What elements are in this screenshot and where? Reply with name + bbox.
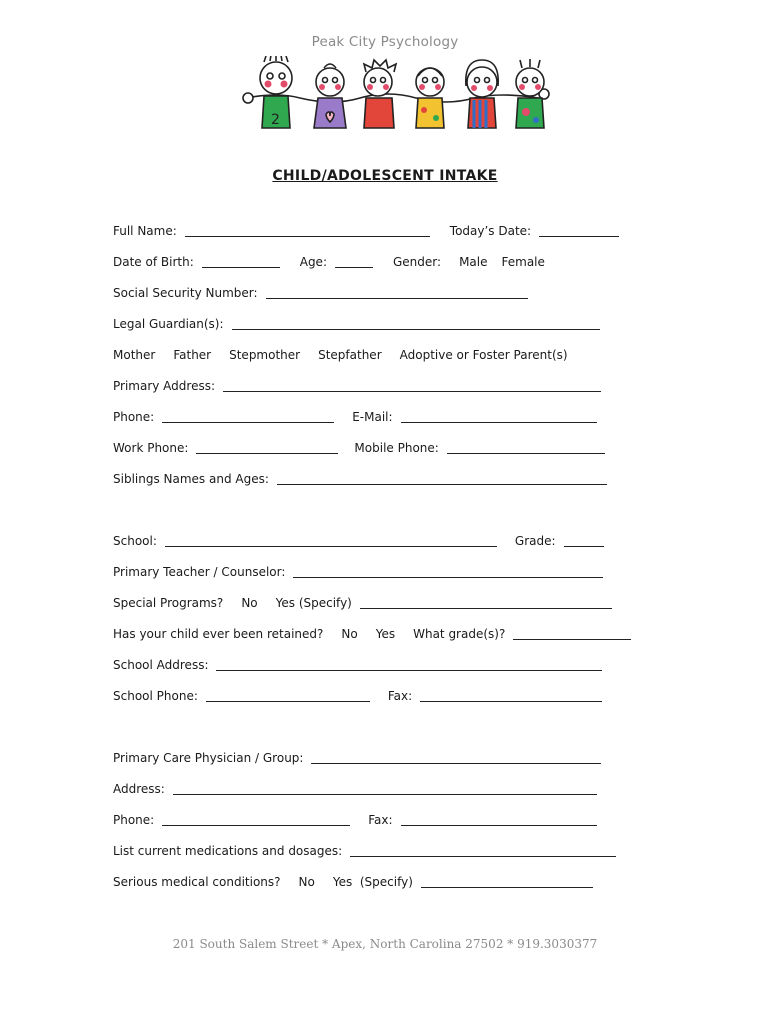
special-programs-row	[113, 592, 612, 610]
phone-label: Phone:	[113, 410, 155, 424]
age-field[interactable]	[335, 254, 373, 268]
email-label: E-Mail:	[352, 410, 393, 424]
grade-field[interactable]	[564, 533, 604, 547]
physician-address-field[interactable]	[173, 781, 597, 795]
full-name-field[interactable]	[185, 223, 430, 237]
school-phone-field[interactable]	[206, 688, 370, 702]
physician-fax-label: Fax:	[368, 813, 393, 827]
school-row	[113, 530, 604, 548]
physician-row	[113, 747, 601, 765]
physician-address-label: Address:	[113, 782, 165, 796]
school-label: School:	[113, 534, 157, 548]
school-phone-row	[113, 685, 602, 703]
legal-guardians-field[interactable]	[232, 316, 600, 330]
gender-label: Gender:	[393, 255, 442, 269]
age-label: Age:	[299, 255, 327, 269]
ssn-field[interactable]	[266, 285, 528, 299]
physician-label: Primary Care Physician / Group:	[113, 751, 304, 765]
guardian-options-row	[113, 344, 568, 362]
ssn-row	[113, 282, 528, 300]
teacher-row	[113, 561, 603, 579]
mobile-phone-label: Mobile Phone:	[354, 441, 439, 455]
todays-date-label: Today’s Date:	[449, 224, 532, 238]
conditions-field[interactable]	[421, 874, 593, 888]
primary-address-field[interactable]	[223, 378, 601, 392]
conditions-row	[113, 871, 593, 889]
dob-field[interactable]	[202, 254, 280, 268]
mobile-phone-field[interactable]	[447, 440, 605, 454]
teacher-field[interactable]	[293, 564, 603, 578]
medications-field[interactable]	[350, 843, 616, 857]
retained-label: Has your child ever been retained?	[113, 627, 324, 641]
physician-phone-field[interactable]	[162, 812, 350, 826]
gender-option-female[interactable]: Female	[501, 255, 545, 269]
primary-address-row	[113, 375, 601, 393]
school-address-field[interactable]	[216, 657, 602, 671]
special-programs-no[interactable]: No	[241, 596, 258, 610]
work-mobile-row	[113, 437, 605, 455]
dob-label: Date of Birth:	[113, 255, 194, 269]
guardian-option-adoptive-foster[interactable]: Adoptive or Foster Parent(s)	[399, 348, 568, 362]
gender-option-male[interactable]: Male	[459, 255, 488, 269]
physician-fax-field[interactable]	[401, 812, 597, 826]
guardian-option-father[interactable]: Father	[173, 348, 212, 362]
special-programs-field[interactable]	[360, 595, 612, 609]
school-phone-label: School Phone:	[113, 689, 198, 703]
legal-guardians-label: Legal Guardian(s):	[113, 317, 224, 331]
siblings-field[interactable]	[277, 471, 607, 485]
school-address-row	[113, 654, 602, 672]
full-name-label: Full Name:	[113, 224, 177, 238]
special-programs-yes[interactable]: Yes (Specify)	[275, 596, 352, 610]
physician-address-row	[113, 778, 597, 796]
legal-guardians-row	[113, 313, 600, 331]
primary-address-label: Primary Address:	[113, 379, 216, 393]
footer-address: 201 South Salem Street * Apex, North Carolina 27502 * 919.3030377	[172, 937, 598, 951]
school-field[interactable]	[165, 533, 497, 547]
siblings-label: Siblings Names and Ages:	[113, 472, 269, 486]
form-title: CHILD/ADOLESCENT INTAKE	[272, 168, 498, 184]
school-fax-field[interactable]	[420, 688, 602, 702]
email-field[interactable]	[401, 409, 597, 423]
retained-yes[interactable]: Yes	[375, 627, 396, 641]
practice-name: Peak City Psychology	[311, 34, 459, 50]
conditions-yes[interactable]: Yes (Specify)	[332, 875, 413, 889]
guardian-option-stepfather[interactable]: Stepfather	[318, 348, 382, 362]
ssn-label: Social Security Number:	[113, 286, 258, 300]
retained-row	[113, 623, 631, 641]
conditions-label: Serious medical conditions?	[113, 875, 281, 889]
work-phone-field[interactable]	[196, 440, 338, 454]
medications-row	[113, 840, 616, 858]
svg-text:2: 2	[271, 112, 280, 128]
phone-email-row	[113, 406, 597, 424]
full-name-row	[113, 220, 619, 238]
physician-phone-label: Phone:	[113, 813, 155, 827]
grade-label: Grade:	[514, 534, 556, 548]
guardian-option-mother[interactable]: Mother	[113, 348, 156, 362]
siblings-row	[113, 468, 607, 486]
school-fax-label: Fax:	[387, 689, 413, 703]
phone-field[interactable]	[162, 409, 334, 423]
conditions-no[interactable]: No	[298, 875, 315, 889]
medications-label: List current medications and dosages:	[113, 844, 343, 858]
work-phone-label: Work Phone:	[113, 441, 189, 455]
special-programs-label: Special Programs?	[113, 596, 224, 610]
what-grades-label: What grade(s)?	[413, 627, 506, 641]
children-holding-hands-logo-icon	[238, 56, 556, 134]
what-grades-field[interactable]	[513, 626, 631, 640]
school-address-label: School Address:	[113, 658, 209, 672]
physician-phone-row	[113, 809, 597, 827]
retained-no[interactable]: No	[341, 627, 358, 641]
todays-date-field[interactable]	[539, 223, 619, 237]
guardian-option-stepmother[interactable]: Stepmother	[229, 348, 301, 362]
dob-row	[113, 251, 545, 269]
teacher-label: Primary Teacher / Counselor:	[113, 565, 286, 579]
physician-field[interactable]	[311, 750, 601, 764]
